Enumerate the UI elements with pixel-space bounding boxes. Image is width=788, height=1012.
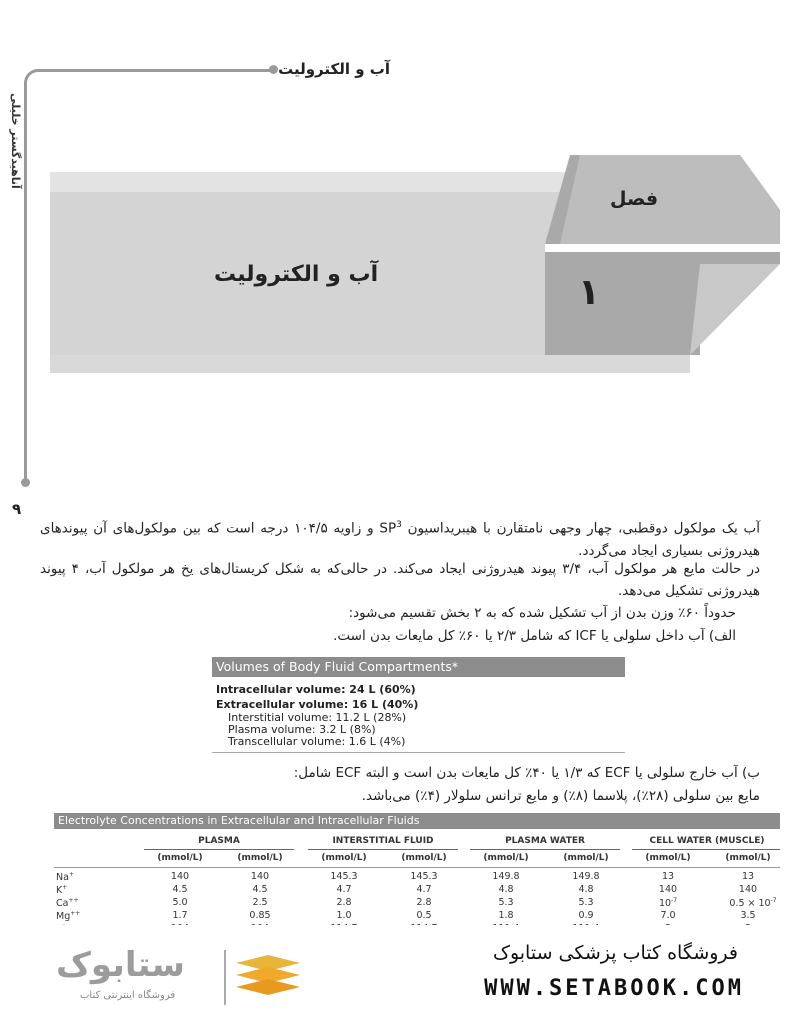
group-header-interstitial: INTERSTITIAL FLUID (332, 836, 434, 846)
interstitial-volume: Interstitial volume: 11.2 L (28%) (228, 711, 407, 724)
chapter-tab-label: فصل (610, 188, 659, 210)
table-cell: 4.7 (336, 884, 352, 895)
table-cell: 5.3 (498, 897, 514, 908)
paragraph-5: ب) آب خارج سلولی یا ECF که ۱/۳ یا ۴۰٪ کل مایعات بدن است و البته ECF شامل: (293, 765, 760, 781)
group-underline (144, 849, 294, 850)
extracellular-volume: Extracellular volume: 16 L (40%) (216, 698, 419, 711)
unit-header: (mmol/L) (401, 853, 447, 863)
side-author: آناهیدگستر خلیلی (9, 93, 22, 189)
table-cell: 0.9 (578, 910, 594, 921)
table-cell: 1.0 (336, 910, 352, 921)
paragraph-4: الف) آب داخل سلولی یا ICF که شامل ۲/۳ یا ۶۰٪ کل مایعات بدن است. (333, 628, 736, 644)
page-number: ۹ (12, 500, 22, 518)
table-cell: 140 (658, 884, 678, 895)
table-cell: 2.8 (416, 897, 432, 908)
chapter-banner (0, 0, 788, 380)
table-cell: 149.8 (492, 871, 520, 882)
intracellular-volume: Intracellular volume: 24 L (60%) (216, 683, 416, 696)
store-logo-subtitle: فروشگاه اینترنتی کتاب (80, 990, 176, 1001)
side-rule-dot (21, 478, 30, 487)
paragraph-1-part-a: آب یک مولکول دوقطبی، چهار وجهی نامتقارن با هیبریداسیون SP (379, 520, 761, 537)
volumes-box (212, 657, 625, 753)
banner-shadow-strip (50, 355, 690, 373)
unit-header: (mmol/L) (563, 853, 609, 863)
table-cell: 2.8 (336, 897, 352, 908)
table-cell: 149.8 (572, 871, 600, 882)
unit-header: (mmol/L) (237, 853, 283, 863)
table-cell: 13 (741, 871, 755, 882)
row-label-na: Na+ (56, 871, 74, 884)
store-logo-icon (232, 955, 304, 1005)
table-cell: 13 (661, 871, 675, 882)
electrolyte-table-title: Electrolyte Concentrations in Extracellular and Intracellular Fluids (54, 813, 780, 829)
transcellular-volume: Transcellular volume: 1.6 L (4%) (228, 735, 406, 748)
group-header-cell-water: CELL WATER (MUSCLE) (649, 836, 765, 846)
electrolyte-table (54, 813, 780, 933)
table-cell: 145.3 (330, 871, 358, 882)
table-cell: 3.5 (740, 910, 756, 921)
group-underline (632, 849, 780, 850)
row-label-mg: Mg++ (56, 910, 81, 923)
ad-store-name: فروشگاه کتاب پزشکی ستابوک (492, 942, 738, 964)
table-cell: $10^{-7}$ (658, 897, 678, 910)
table-cell: 7.0 (660, 910, 676, 921)
table-cell: $0.5 \times 10^{-7}$ (729, 897, 777, 910)
table-cell: 4.5 (172, 884, 188, 895)
table-cell: 0.85 (249, 910, 271, 921)
header-divider (54, 867, 780, 868)
chapter-title: آب و الکترولیت (214, 262, 379, 287)
ad-url-link[interactable]: WWW.SETABOOK.COM (484, 976, 744, 1001)
unit-header: (mmol/L) (157, 853, 203, 863)
unit-header: (mmol/L) (321, 853, 367, 863)
row-label-ca: Ca++ (56, 897, 79, 910)
table-cell: 5.0 (172, 897, 188, 908)
table-cell: 4.8 (578, 884, 594, 895)
paragraph-3: حدوداً ۶۰٪ وزن بدن از آب تشکیل شده که به ۲ بخش تقسیم می‌شود: (348, 605, 736, 621)
table-cell: 140 (170, 871, 190, 882)
paragraph-6: مایع بین سلولی (۲۸٪)، پلاسما (۸٪) و مایع ترانس سلولار (۴٪) می‌باشد. (361, 788, 760, 804)
paragraph-2: در حالت مایع هر مولکول آب، ۳/۴ پیوند هیدروژنی ایجاد می‌کند. در حالی‌که به شکل کریستال‌های یخ هر مولکول آب، ۴ پیوند هیدروژنی تشکیل می‌دهد. (40, 561, 760, 599)
group-underline (308, 849, 458, 850)
unit-header: (mmol/L) (725, 853, 771, 863)
chapter-number: ۱ (578, 272, 600, 313)
group-header-plasma: PLASMA (198, 836, 240, 846)
paragraph-1 (40, 514, 760, 562)
table-cell: 0.5 (416, 910, 432, 921)
volumes-box-title: Volumes of Body Fluid Compartments* (212, 657, 625, 677)
table-cell: 145.3 (410, 871, 438, 882)
table-cell: 140 (250, 871, 270, 882)
table-cell: 140 (738, 884, 758, 895)
table-cell: 4.5 (252, 884, 268, 895)
unit-header: (mmol/L) (645, 853, 691, 863)
table-cell: 2.5 (252, 897, 268, 908)
table-cell: 4.7 (416, 884, 432, 895)
running-header-title: آب و الکترولیت (278, 60, 390, 78)
row-label-k: K+ (56, 884, 68, 897)
table-cell: 1.7 (172, 910, 188, 921)
unit-header: (mmol/L) (483, 853, 529, 863)
table-cell: 5.3 (578, 897, 594, 908)
group-underline (470, 849, 620, 850)
superscript: 3 (396, 520, 402, 530)
plasma-volume: Plasma volume: 3.2 L (8%) (228, 723, 376, 736)
paragraph-1-part-b: و زاویه ۱۰۴/۵ درجه است که بین مولکول‌های آن پیوندهای هیدروژنی بسیاری ایجاد می‌گردد. (40, 520, 760, 559)
store-logo-text[interactable]: ستابوک (56, 945, 185, 985)
table-cell: 1.8 (498, 910, 514, 921)
group-header-plasma-water: PLASMA WATER (505, 836, 585, 846)
ad-divider (224, 950, 226, 1005)
table-cell: 4.8 (498, 884, 514, 895)
